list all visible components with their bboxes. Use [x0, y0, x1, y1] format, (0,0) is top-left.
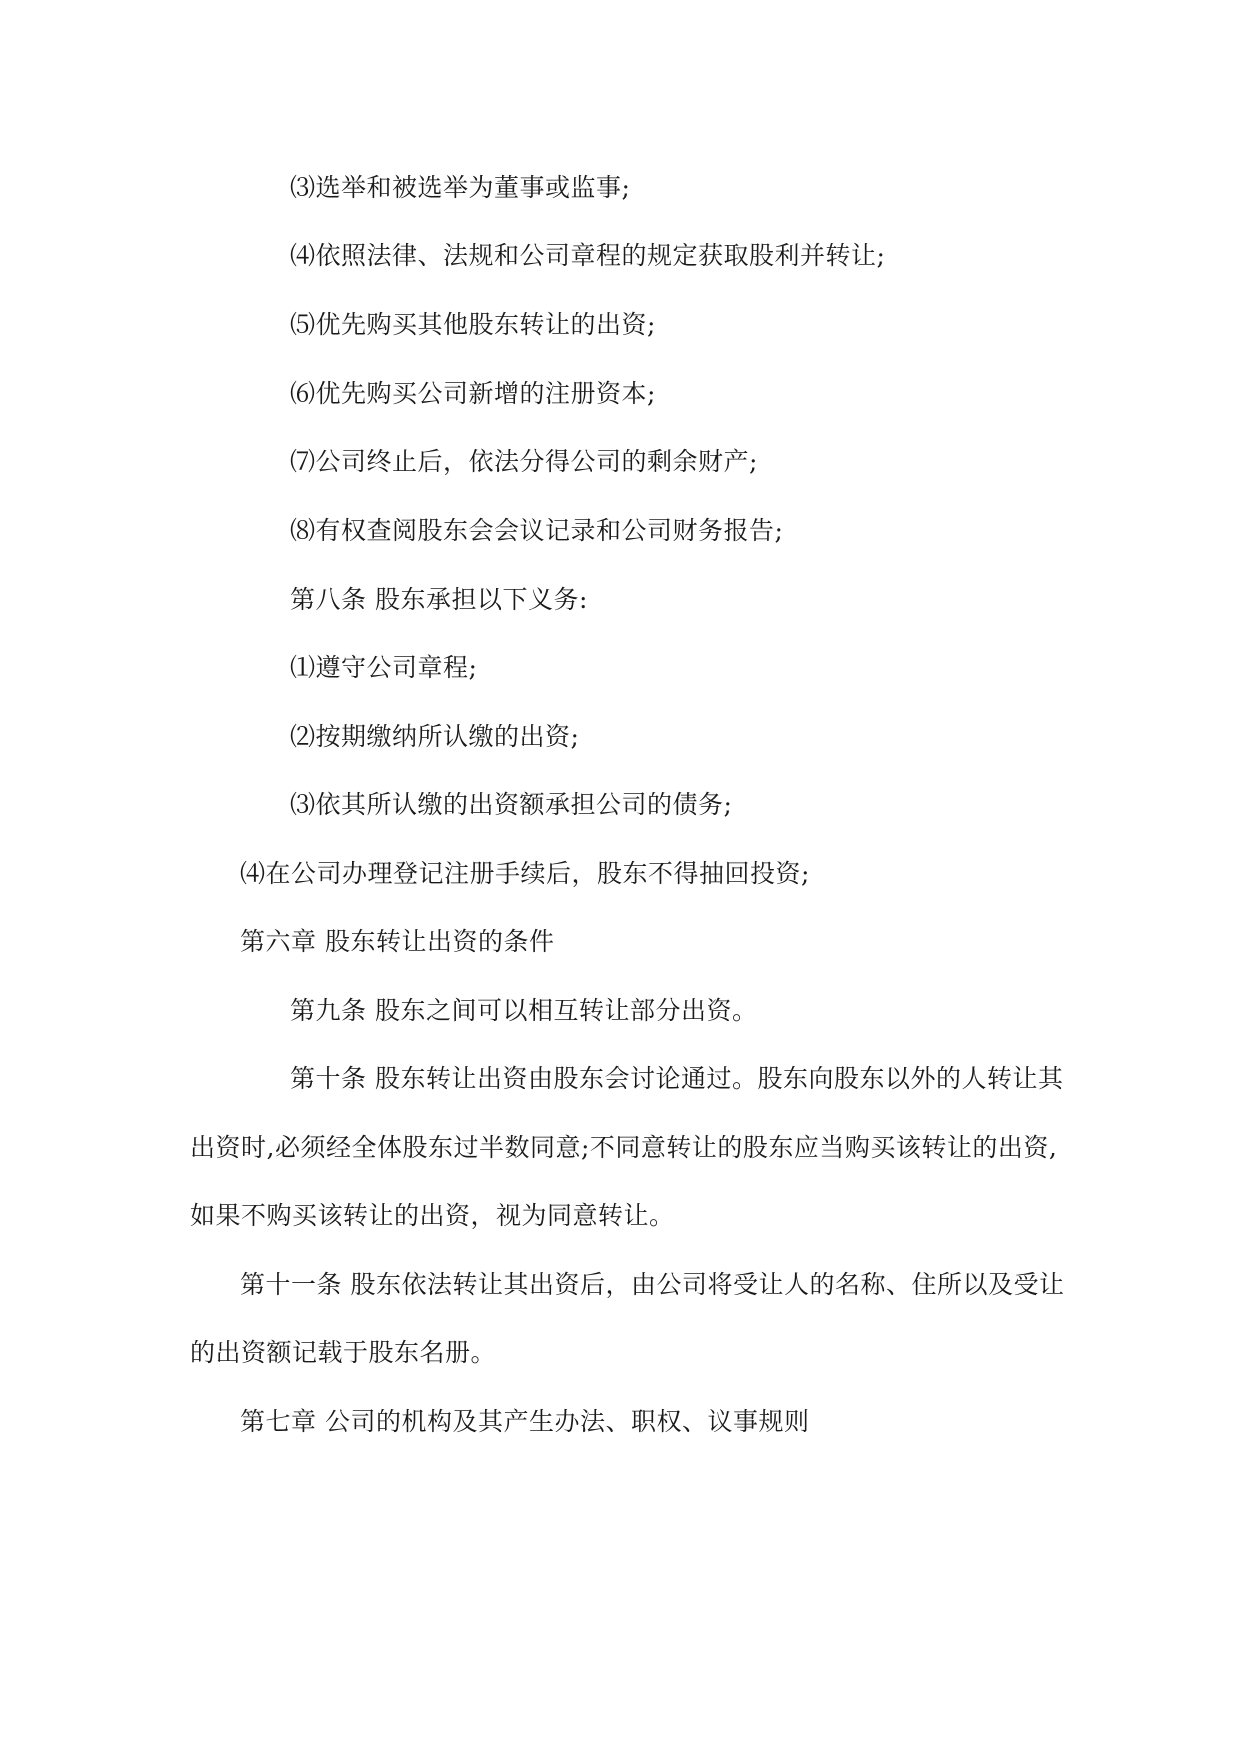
text-line-shareholder-right-6: ⑹优先购买公司新增的注册资本;: [290, 379, 656, 408]
text-line-obligation-3: ⑶依其所认缴的出资额承担公司的债务;: [290, 790, 733, 819]
article-11-line-2: 的出资额记载于股东名册。: [190, 1338, 497, 1367]
text-line-shareholder-right-3: ⑶选举和被选举为董事或监事;: [290, 173, 631, 202]
article-10-line-3: 如果不购买该转让的出资，视为同意转让。: [190, 1201, 675, 1230]
chapter-7-heading: 第七章 公司的机构及其产生办法、职权、议事规则: [240, 1407, 810, 1436]
text-line-obligation-4: ⑷在公司办理登记注册手续后，股东不得抽回投资;: [240, 859, 810, 888]
chapter-6-heading: 第六章 股东转让出资的条件: [240, 927, 555, 956]
text-line-obligation-1: ⑴遵守公司章程;: [290, 653, 478, 682]
text-line-shareholder-right-7: ⑺公司终止后，依法分得公司的剩余财产;: [290, 447, 758, 476]
article-8-heading: 第八条 股东承担以下义务:: [290, 585, 588, 614]
text-line-obligation-2: ⑵按期缴纳所认缴的出资;: [290, 722, 580, 751]
text-line-shareholder-right-8: ⑻有权查阅股东会会议记录和公司财务报告;: [290, 516, 784, 545]
article-9: 第九条 股东之间可以相互转让部分出资。: [290, 996, 758, 1025]
article-10-line-2: 出资时,必须经全体股东过半数同意;不同意转让的股东应当购买该转让的出资,: [190, 1133, 1058, 1162]
article-11-line-1: 第十一条 股东依法转让其出资后，由公司将受让人的名称、住所以及受让: [240, 1270, 1065, 1299]
text-line-shareholder-right-5: ⑸优先购买其他股东转让的出资;: [290, 310, 656, 339]
text-line-shareholder-right-4: ⑷依照法律、法规和公司章程的规定获取股利并转让;: [290, 241, 886, 270]
article-10-line-1: 第十条 股东转让出资由股东会讨论通过。股东向股东以外的人转让其: [290, 1064, 1064, 1093]
